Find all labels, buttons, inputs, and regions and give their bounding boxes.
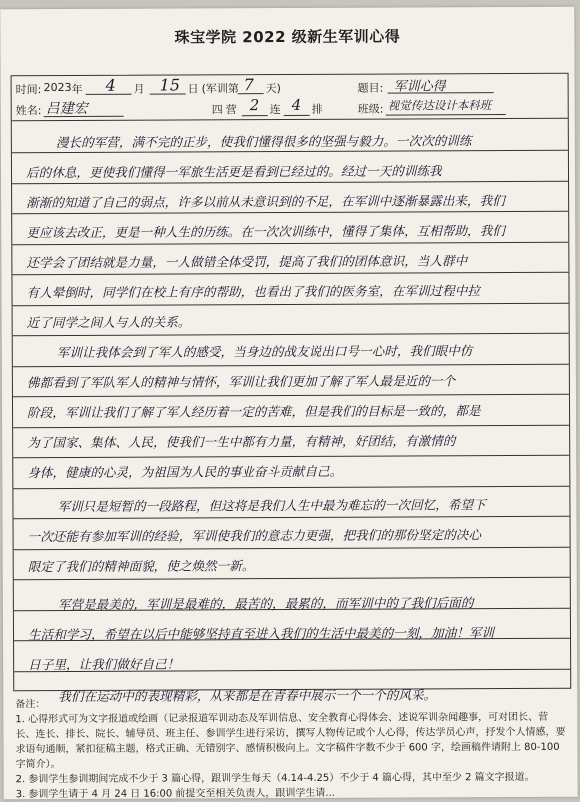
- notes-item: 1. 心得形式可为文字报道或绘画（记录报道军训动态及军训信息、安全教育心得体会、述说军训杂闻趣事，可对团长、营长、连长、排长、院长、辅导员、班主任、参训学生进行采访，撰写人物传记或个人心得，传达学员心声，抒发个人情感，要求语句通顺，紧扣征稿主题，格式正确、无错别字、感情积极向上。文字稿件字数不少于 600 字，绘画稿件请附上 80-100 字简介）。: [15, 711, 566, 771]
- essay-line: 军训只是短暂的一段路程，但这将是我们人生中最为难忘的一次回忆，希望下: [57, 497, 486, 515]
- essay-line: 军营是最美的，军训是最难的，最苦的，最累的，而军训中的了我们后面的: [57, 595, 474, 613]
- essay-line: 近了同学之间人与人的关系。: [26, 314, 191, 331]
- essay-line: 佛都看到了军队军人的精神与情怀，军训让我们更加了解了军人最是近的一个: [26, 373, 456, 391]
- month-unit: 月: [133, 82, 145, 96]
- essay-line: 一次还能有参加军训的经验，军训使我们的意志力更强，把我们的那份坚定的决心: [27, 527, 481, 545]
- year-unit: 年: [71, 82, 83, 96]
- train-day-value: 7: [243, 75, 254, 95]
- essay-line: 为了国家、集体、人民，使我们一生中都有力量，有精神，好团结，有激情的: [27, 433, 456, 451]
- essay-line: 限定了我们的精神面貌，使之焕然一新。: [27, 558, 255, 575]
- time-label: 时间:: [15, 83, 42, 97]
- document-sheet: [0, 7, 577, 799]
- pai-value: 4: [291, 95, 302, 114]
- header-row-time: [12, 76, 568, 98]
- topic-value: 军训心得: [393, 79, 446, 95]
- essay-line: 渐渐的知道了自己的弱点，许多以前从未意识到的不足，在军训中逐渐暴露出来，我们: [26, 193, 505, 211]
- pai-unit: 排: [311, 102, 323, 116]
- lian-value: 2: [249, 96, 260, 115]
- essay-line: 更应该去改正，更是一种人生的历练。在一次次训练中，懂得了集体，互相帮助，我们: [26, 223, 505, 241]
- essay-line: 阶段，军训让我们了解了军人经历着一定的苦难，但是我们的目标是一致的，都是: [27, 403, 481, 421]
- name-label: 姓名:: [15, 104, 42, 118]
- essay-line: 后的休息，更使我们懂得一军旅生活更是看到已经过的。经过一天的训练我: [25, 163, 442, 181]
- topic-label: 题目:: [357, 81, 384, 95]
- train-day-prefix: (军训第: [201, 82, 239, 96]
- essay-line: 身体，健康的心灵，为祖国为人民的事业奋斗贡献自己。: [27, 463, 343, 481]
- notes-item: 3. 参训学生请于 4 月 24 日 16:00 前提交至相关负责人，跟训学生请...: [15, 787, 335, 801]
- year-value: 2023: [43, 80, 72, 95]
- essay-line: 生活和学习，希望在以后中能够坚持直至进入我们的生活中最美的一刻，加油！军训: [27, 625, 495, 643]
- name-value: 吕建宏: [45, 100, 88, 118]
- class-value: 视觉传达设计本科班: [387, 98, 492, 113]
- ying-value: 四: [211, 103, 223, 117]
- essay-line: 漫长的军营，满不完的正步，使我们懂得很多的坚强与毅力。一次次的训练: [55, 133, 472, 151]
- notes-item: 2. 参训学生参训期间完成不少于 3 篇心得，跟训学生每天（4.14-4.25）不少于 4 篇心得，其中至少 2 篇文字报道。: [15, 771, 535, 786]
- notes-heading: 备注：: [15, 699, 46, 711]
- essay-line: 还学会了团结就是力量，一人做错全体受罚，提高了我们的团体意识，当人群中: [26, 253, 468, 271]
- notes-section: [15, 695, 567, 802]
- ying-unit: 营: [225, 103, 237, 117]
- day-value: 15: [159, 75, 181, 95]
- page-title: 珠宝学院 2022 级新生军训心得: [174, 27, 401, 47]
- essay-line: 日子里，让我们做好自己！: [28, 656, 180, 673]
- month-value: 4: [105, 75, 116, 95]
- essay-line: 军训让我体会到了军人的感受，当身边的战友说出口号一心时，我们眼中仿: [56, 343, 473, 361]
- train-day-suffix: 天): [265, 82, 281, 96]
- lian-unit: 连: [269, 103, 281, 117]
- header-row-name: [12, 96, 568, 121]
- essay-line: 我们在运动中的表现精彩，从来都是在青春中展示一个一个的风采。: [58, 687, 437, 705]
- day-unit: 日: [187, 82, 199, 96]
- class-label: 班级:: [357, 102, 384, 116]
- essay-line: 有人晕倒时，同学们在校上有序的帮助，也看出了我们的医务室，在军训过程中拉: [26, 283, 480, 301]
